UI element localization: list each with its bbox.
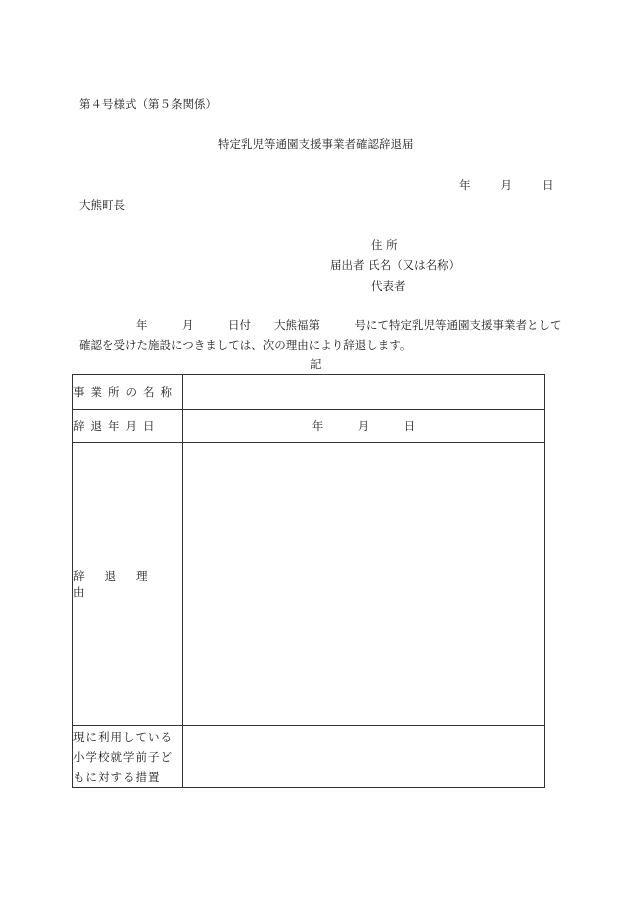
body-text-line-2: 確認を受けた施設につきましては、次の理由により辞退します。 <box>79 338 412 352</box>
table-row <box>73 726 545 788</box>
withdrawal-reason-label: 辞退理由 <box>73 443 183 726</box>
measures-field[interactable] <box>183 726 545 788</box>
ki-heading: 記 <box>310 357 322 371</box>
form-number: 第４号様式（第５条関係） <box>79 97 217 111</box>
facility-name-field[interactable] <box>183 375 545 410</box>
recipient: 大熊町長 <box>79 198 125 212</box>
submission-date <box>459 178 554 192</box>
date-year: 年 <box>459 178 471 192</box>
measures-label: 現に利用している小学校就学前子どもに対する措置 <box>73 726 183 788</box>
address-label: 住 所 <box>371 238 398 252</box>
name-label: 氏名（又は名称） <box>368 258 461 272</box>
facility-name-label: 事業所の名称 <box>73 375 183 410</box>
representative-label: 代表者 <box>371 279 406 293</box>
body-text-line-1: 年 月 日付 大熊福第 号にて特定乳児等通園支援事業者として <box>136 318 562 332</box>
document-title: 特定乳児等通園支援事業者確認辞退届 <box>218 137 414 151</box>
notifier-line <box>330 258 460 272</box>
table-row <box>73 443 545 726</box>
withdrawal-date-field[interactable]: 年 月 日 <box>183 410 545 443</box>
withdrawal-reason-field[interactable] <box>183 443 545 726</box>
withdrawal-date-label: 辞退年月日 <box>73 410 183 443</box>
notifier-label: 届出者 <box>330 258 365 272</box>
table-row <box>73 375 545 410</box>
declaration-table <box>72 374 545 788</box>
table-row <box>73 410 545 443</box>
date-month: 月 <box>500 178 512 192</box>
date-day: 日 <box>542 178 554 192</box>
